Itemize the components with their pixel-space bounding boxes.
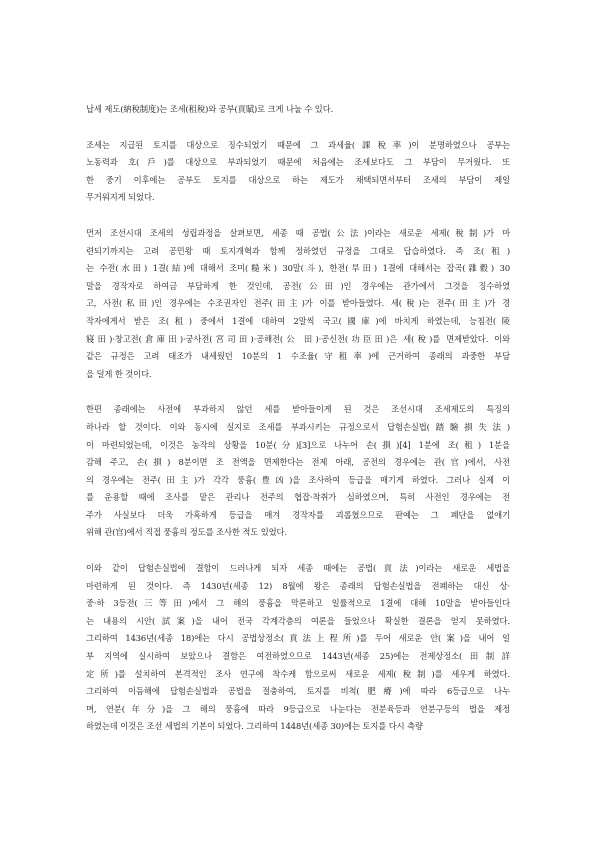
text-line: 한 중기 이후에는 공부도 토지를 대상으로 하는 제도가 채택되면서부터 조세의 부담이 제일 bbox=[86, 174, 510, 185]
document-body bbox=[86, 101, 510, 754]
text-line: 寢田)·창고전(倉庫田)·궁사전(宮司田)·공해전(公 田)·공신전(功臣田)은 세(稅)를 면제받았다. 이와 bbox=[86, 333, 510, 344]
text-line: 는 수전(水田) 1결(結)에 대해서 조미(糙米) 30말(斗), 한전(旱田) 1결에 대해서는 잡곡(雜穀) 30 bbox=[86, 263, 510, 274]
text-line: 며, 연분(年分)을 그 해의 풍흉에 따라 9등급으로 나눈다는 전분육등과 연분구등의 법을 제정 bbox=[86, 703, 510, 714]
text-line: 이와 같이 답험손실법에 결함이 드러나게 되자 세종 때에는 공법(貢法)이라는 새로운 세법을 bbox=[86, 563, 510, 574]
text-line: 련되기까지는 고려 공민왕 때 토지개혁과 함께 정하였던 규정을 그대로 답습하였다. 즉 조(租) bbox=[86, 245, 510, 256]
text-line: 노동력과 호(戶)를 대상으로 부과되었기 때문에 처음에는 조세보다도 그 부담이 무거웠다. 또 bbox=[86, 157, 510, 168]
text-line: 위해 관(官)에서 직접 풍흉의 정도를 조사한 적도 있었다. bbox=[86, 527, 287, 538]
paragraph bbox=[86, 101, 510, 119]
paragraph bbox=[86, 560, 510, 736]
text-line: 한편 종래에는 사전에 부과하지 않던 세를 받아들이게 된 것은 조선시대 조세제도의 특징의 bbox=[86, 404, 510, 415]
text-line: 그리하여 이듬해에 답험손실법과 공법을 절충하여, 토지를 비척(肥瘠)에 따라 6등급으로 나누 bbox=[86, 686, 510, 697]
text-line: 이 마련되었는데, 이것은 농작의 상황을 10분(分)[3]으로 나누어 손(損)[4] 1분에 조(租) 1분을 bbox=[86, 439, 510, 450]
text-line: 고, 사전(私田)인 경우에는 수조권자인 전주(田主)가 이를 받아들였다. 세(稅)는 전주(田主)가 경 bbox=[86, 298, 510, 309]
text-line: 감해 주고, 손(損) 8분이면 조 전액을 면제한다는 전제 아래, 공전의 경우에는 관(官)에서, 사전 bbox=[86, 457, 510, 468]
text-line: 를 운용할 때에 조사를 맡은 관리나 전주의 협잡·착취가 심하였으며, 특히 사전인 경우에는 전 bbox=[86, 492, 510, 503]
text-line: 의 경우에는 전주(田主)가 각각 풍흉(豊凶)을 조사하여 등급을 매기게 하였다. 그러나 실제 이 bbox=[86, 474, 510, 485]
text-line: 定所)를 설치하여 본격적인 조사 연구에 착수케 함으로써 새로운 세제(稅制)를 세우게 하였다. bbox=[86, 668, 510, 679]
text-line: 하나라 할 것이다. 이와 동시에 실지로 조세를 부과시키는 규정으로서 답험손실법(踏驗損失法) bbox=[86, 421, 510, 432]
text-line: 하였는데 이것은 조선 세법의 기본이 되었다. 그리하여 1448년(세종 30)에는 토지를 다시 측량 bbox=[86, 721, 423, 732]
text-line: 주가 사실보다 더욱 가혹하게 등급을 매겨 경작자를 괴롭혔으므로 판예는 그 폐단을 없애기 bbox=[86, 509, 510, 520]
text-line: 무거워지게 되었다. bbox=[86, 192, 155, 203]
text-line: 같은 규정은 고려 태조가 내세웠던 10분의 1 수조율(守租率)에 근거하여 종래의 과중한 부담 bbox=[86, 351, 510, 362]
text-line: 납세 제도(納稅制度)는 조세(租稅)와 공부(貢賦)로 크게 나눌 수 있다. bbox=[86, 104, 334, 114]
text-line: 을 덜게 한 것이다. bbox=[86, 368, 152, 379]
text-line: 마련하게 된 것이다. 즉 1430년(세종 12) 8월에 왕은 종래의 답험손실법을 전폐하는 대신 상· bbox=[86, 580, 510, 591]
paragraph bbox=[86, 137, 510, 207]
paragraph bbox=[86, 225, 510, 383]
text-line: 그리하여 1436년(세종 18)에는 다시 공법상정소(貢法上程所)를 두어 새로운 안(案)을 내어 일 bbox=[86, 633, 510, 644]
text-line: 는 내용의 시안(試案)을 내어 전국 각계각층의 여론을 들었으나 확실한 결론을 얻지 못하였다. bbox=[86, 615, 510, 626]
text-line: 조세는 지급된 토지를 대상으로 징수되었기 때문에 그 과세율(課稅率)이 분명하였으나 공부는 bbox=[86, 139, 510, 150]
text-line: 말을 경작자로 하여금 부담하게 한 것인데, 공전(公田)인 경우에는 관가에서 그것을 징수하였 bbox=[86, 280, 510, 291]
text-line: 부 지역에 실시하여 보았으나 결함은 여전하였으므로 1443년(세종 25)에는 전제상정소(田制詳 bbox=[86, 651, 510, 662]
text-line: 먼저 조선시대 조세의 성립과정을 살펴보면, 세종 때 공법(公法)이라는 새로운 세제(稅制)가 마 bbox=[86, 227, 510, 238]
text-line: 작자에게서 받은 조(租) 중에서 1결에 대하여 2말씩 국고(國庫)에 바치게 하였는데, 능침전(陵 bbox=[86, 315, 510, 326]
text-line: 중·하 3등전(三等田)에서 그 해의 풍흉을 막론하고 일률적으로 1결에 대해 10말을 받아들인다 bbox=[86, 598, 510, 609]
paragraph bbox=[86, 401, 510, 542]
